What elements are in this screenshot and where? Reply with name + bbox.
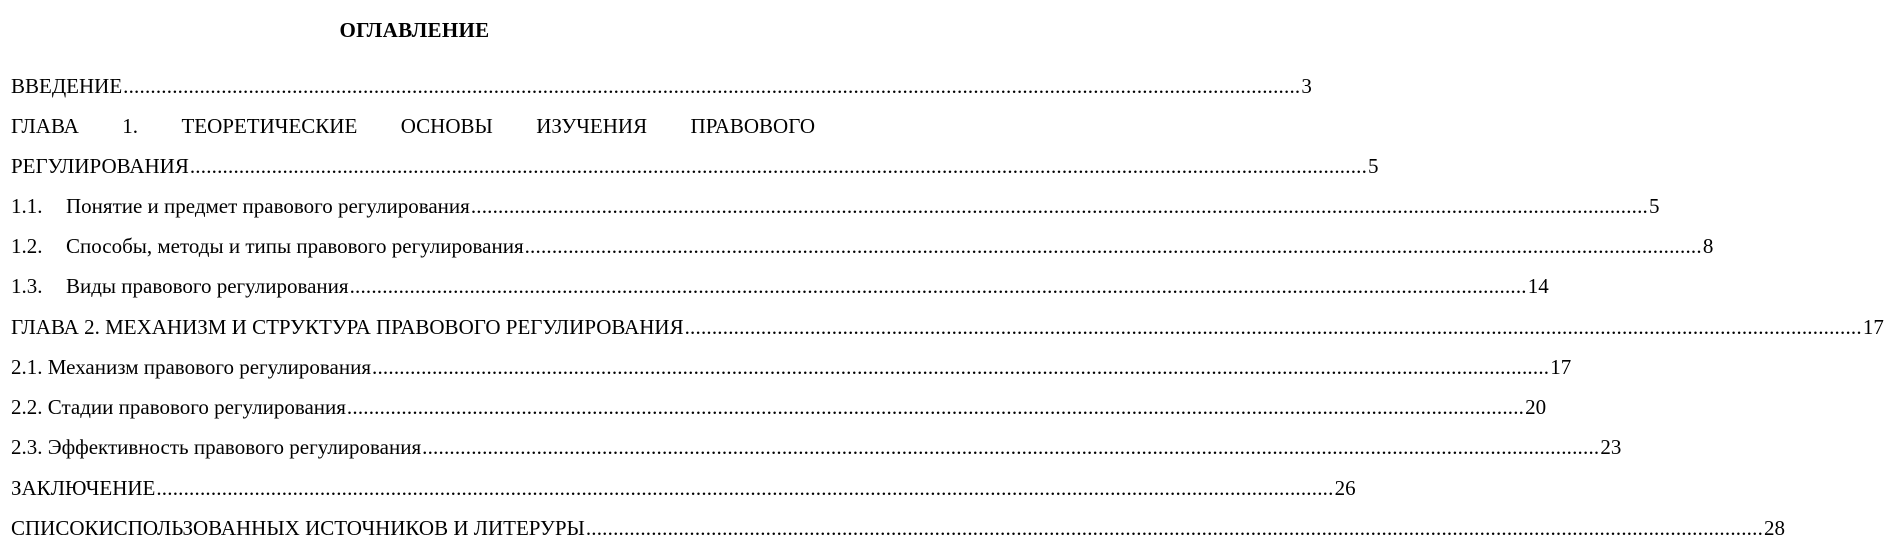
dot-leader: ........................................................................................................................................................................................................................: [156, 476, 1334, 500]
toc-entry-1-1[interactable]: [11, 192, 1660, 220]
toc-entry-label: РЕГУЛИРОВАНИЯ: [11, 154, 189, 178]
toc-entry-page: 5: [1649, 194, 1660, 218]
dot-leader: ........................................................................................................................................................................................................................: [470, 194, 1649, 218]
toc-entry-conclusion[interactable]: [11, 474, 1356, 502]
toc-entry-label: ВВЕДЕНИЕ: [11, 74, 123, 98]
toc-entry-label: 2.2. Стадии правового регулирования: [11, 395, 346, 419]
toc-entry-label: Способы, методы и типы правового регулирования: [66, 234, 524, 258]
toc-entry-introduction[interactable]: [11, 72, 1312, 100]
toc-entry-2-1[interactable]: [11, 353, 1572, 381]
toc-entry-page: 3: [1301, 74, 1312, 98]
toc-entry-page: 8: [1702, 234, 1714, 258]
toc-entry-chapter-1-line-2[interactable]: [11, 152, 1379, 180]
toc-entry-page: 17: [1862, 315, 1884, 339]
dot-leader: ........................................................................................................................................................................................................................: [585, 516, 1764, 540]
toc-entry-1-2[interactable]: [11, 232, 1714, 260]
toc-entry-page: 28: [1764, 516, 1786, 540]
toc-entry-page: 23: [1600, 435, 1622, 459]
dot-leader: ........................................................................................................................................................................................................................: [524, 234, 1702, 258]
toc-entry-number: 1.3.: [11, 274, 43, 298]
dot-leader: ........................................................................................................................................................................................................................: [684, 315, 1862, 339]
dot-leader: ........................................................................................................................................................................................................................: [123, 74, 1301, 98]
toc-entry-chapter-1-line-1[interactable]: [11, 112, 815, 140]
toc-entry-page: 20: [1525, 395, 1547, 419]
toc-entry-page: 17: [1550, 355, 1572, 379]
toc-entry-label: ЗАКЛЮЧЕНИЕ: [11, 476, 156, 500]
toc-entry-label: ГЛАВА 1. ТЕОРЕТИЧЕСКИЕ ОСНОВЫ ИЗУЧЕНИЯ ПРАВОВОГО: [11, 114, 815, 138]
toc-entry-label: 2.3. Эффективность правового регулирования: [11, 435, 422, 459]
dot-leader: ........................................................................................................................................................................................................................: [372, 355, 1550, 379]
toc-entry-2-2[interactable]: [11, 393, 1547, 421]
toc-entry-label: Понятие и предмет правового регулирования: [66, 194, 470, 218]
toc-entry-1-3[interactable]: [11, 272, 1549, 300]
toc-entry-number: 1.1.: [11, 194, 43, 218]
toc-entry-label: СПИСОКИСПОЛЬЗОВАННЫХ ИСТОЧНИКОВ И ЛИТЕРУРЫ: [11, 516, 585, 540]
toc-entry-label: ГЛАВА 2. МЕХАНИЗМ И СТРУКТУРА ПРАВОВОГО РЕГУЛИРОВАНИЯ: [11, 315, 684, 339]
toc-entry-label: 2.1. Механизм правового регулирования: [11, 355, 372, 379]
toc-entry-2-3[interactable]: [11, 433, 1622, 461]
toc-entry-references[interactable]: [11, 514, 1786, 542]
toc-entry-chapter-2[interactable]: [11, 313, 1884, 341]
dot-leader: ........................................................................................................................................................................................................................: [349, 274, 1527, 298]
dot-leader: ........................................................................................................................................................................................................................: [189, 154, 1368, 178]
toc-entry-page: 14: [1527, 274, 1549, 298]
dot-leader: ........................................................................................................................................................................................................................: [422, 435, 1600, 459]
toc-entry-label: Виды правового регулирования: [66, 274, 349, 298]
dot-leader: ........................................................................................................................................................................................................................: [346, 395, 1525, 419]
toc-entry-page: 26: [1334, 476, 1356, 500]
toc-title: ОГЛАВЛЕНИЕ: [339, 18, 490, 42]
toc-entry-number: 1.2.: [11, 234, 43, 258]
toc-entry-page: 5: [1368, 154, 1379, 178]
